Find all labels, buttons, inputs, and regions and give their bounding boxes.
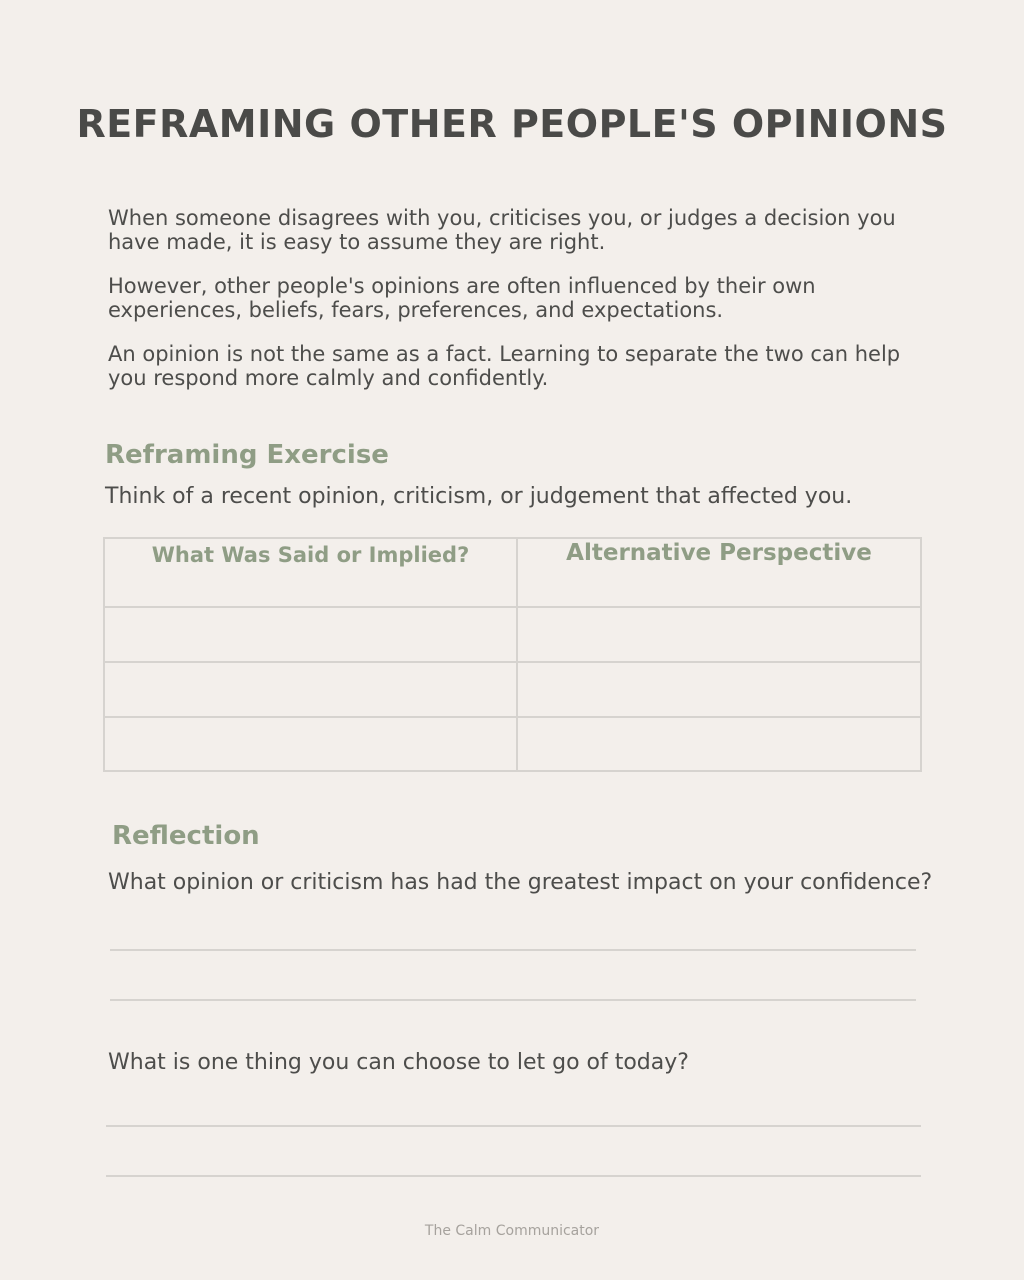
reflection-question-1: What opinion or criticism has had the greatest impact on your confidence? xyxy=(108,870,933,895)
answer-line[interactable] xyxy=(106,1175,921,1177)
answer-line[interactable] xyxy=(110,949,916,951)
reframing-table xyxy=(103,537,922,772)
answer-line[interactable] xyxy=(110,999,916,1001)
intro-paragraph: When someone disagrees with you, criticises you, or judges a decision you have made, it is easy to assume they are right. xyxy=(108,206,896,254)
reflection-question-2: What is one thing you can choose to let go of today? xyxy=(108,1050,689,1075)
footer-brand: The Calm Communicator xyxy=(424,1223,600,1239)
intro-paragraph: However, other people's opinions are often influenced by their own experiences, beliefs, fears, preferences, and expectations. xyxy=(108,274,816,322)
table-cell-alternative-row-2[interactable] xyxy=(518,663,920,716)
table-cell-alternative-row-3[interactable] xyxy=(518,718,920,770)
column-header-alternative-perspective: Alternative Perspective xyxy=(566,540,872,566)
table-cell-said-row-1[interactable] xyxy=(105,608,516,661)
table-cell-said-row-2[interactable] xyxy=(105,663,516,716)
exercise-instruction: Think of a recent opinion, criticism, or judgement that affected you. xyxy=(105,484,853,509)
table-cell-said-row-3[interactable] xyxy=(105,718,516,770)
answer-line[interactable] xyxy=(106,1125,921,1127)
reflection-heading: Reflection xyxy=(112,821,260,851)
column-header-what-was-said: What Was Said or Implied? xyxy=(151,543,470,567)
page-title: REFRAMING OTHER PEOPLE'S OPINIONS xyxy=(76,102,948,146)
exercise-heading: Reframing Exercise xyxy=(105,440,389,470)
table-cell-alternative-row-1[interactable] xyxy=(518,608,920,661)
intro-paragraph: An opinion is not the same as a fact. Learning to separate the two can help you respond more calmly and confidently. xyxy=(108,342,901,390)
